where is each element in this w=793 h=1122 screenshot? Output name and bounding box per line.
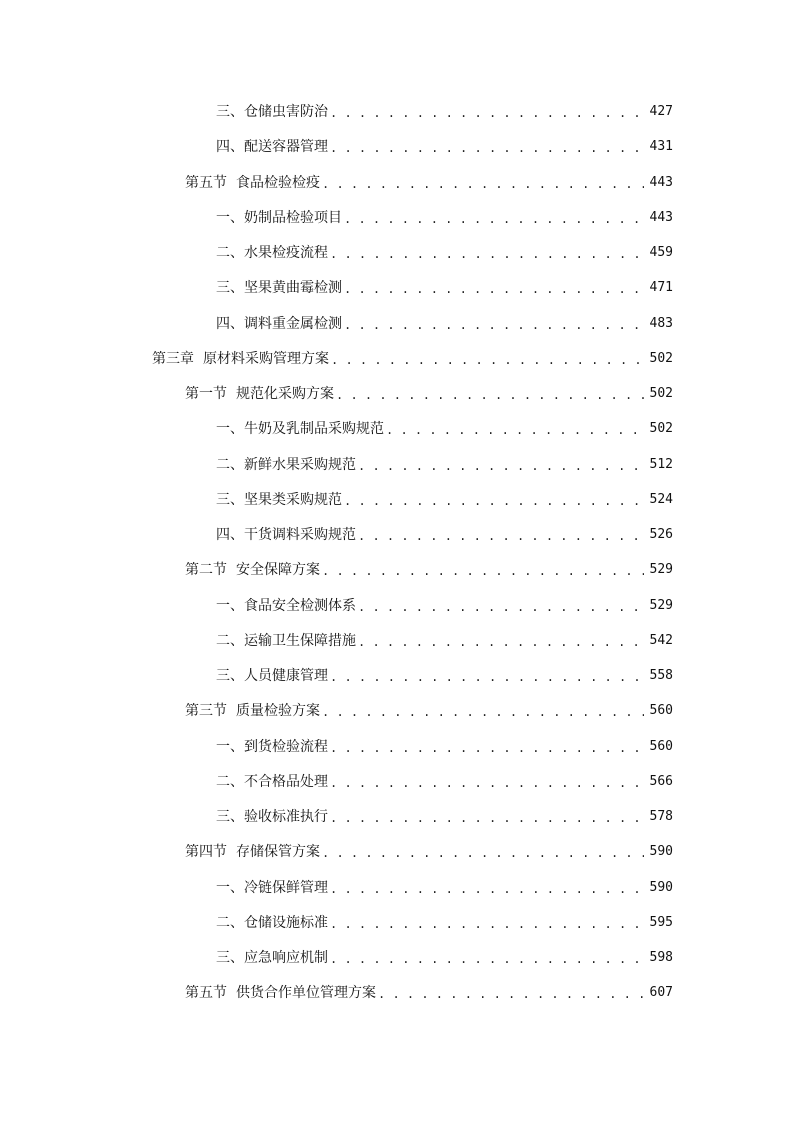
toc-entry-title: 配送容器管理	[244, 139, 328, 156]
table-of-contents	[0, 95, 793, 1012]
toc-entry-page-number: 595	[649, 914, 673, 930]
toc-entry-page-number: 502	[649, 421, 673, 437]
toc-entry-title: 调料重金属检测	[244, 315, 342, 332]
toc-entry-page-number: 459	[649, 245, 673, 260]
toc-entry-title: 原材料采购管理方案	[203, 350, 329, 367]
toc-entry-title: 存储保管方案	[236, 844, 320, 861]
toc-entry-number: 三、	[216, 668, 244, 684]
toc-dot-leader	[344, 280, 644, 298]
toc-entry[interactable]	[0, 483, 793, 518]
toc-dot-leader	[386, 421, 644, 439]
toc-entry[interactable]	[0, 906, 793, 941]
toc-entry-page-number: 558	[649, 668, 673, 683]
toc-entry-line	[216, 631, 673, 651]
toc-entry-page-number: 524	[649, 491, 673, 507]
toc-dot-leader	[330, 809, 644, 827]
toc-entry-page-number: 443	[649, 174, 673, 190]
toc-entry-line	[216, 137, 673, 157]
toc-entry[interactable]	[0, 95, 793, 130]
toc-entry-title: 人员健康管理	[244, 668, 328, 684]
toc-entry-page-number: 483	[649, 315, 673, 331]
toc-entry-number: 第三章	[152, 350, 194, 367]
toc-entry-title: 仓储虫害防治	[244, 104, 328, 120]
toc-entry[interactable]	[0, 412, 793, 447]
toc-entry[interactable]	[0, 624, 793, 659]
toc-entry-title: 仓储设施标准	[244, 914, 328, 931]
toc-entry[interactable]	[0, 976, 793, 1011]
toc-entry-number: 第三节	[185, 703, 227, 720]
toc-entry-line	[216, 948, 673, 968]
toc-entry-line	[185, 983, 673, 1003]
toc-dot-leader	[330, 880, 644, 898]
toc-entry[interactable]	[0, 307, 793, 342]
toc-entry-line	[216, 596, 673, 616]
toc-entry[interactable]	[0, 448, 793, 483]
toc-entry[interactable]	[0, 553, 793, 588]
toc-entry-page-number: 590	[649, 844, 673, 860]
toc-entry-number: 二、	[216, 245, 244, 261]
toc-entry-title: 坚果类采购规范	[244, 491, 342, 508]
toc-entry-title: 食品安全检测体系	[244, 597, 356, 614]
toc-entry[interactable]	[0, 800, 793, 835]
toc-entry[interactable]	[0, 271, 793, 306]
toc-entry-title: 规范化采购方案	[236, 386, 334, 402]
toc-dot-leader	[330, 774, 644, 792]
toc-entry-number: 第五节	[185, 174, 227, 191]
toc-dot-leader	[322, 844, 644, 862]
toc-entry-number: 一、	[216, 879, 244, 896]
toc-entry[interactable]	[0, 342, 793, 377]
toc-dot-leader	[330, 668, 644, 686]
toc-entry[interactable]	[0, 871, 793, 906]
toc-entry[interactable]	[0, 941, 793, 976]
toc-entry-number: 四、	[216, 527, 244, 543]
toc-entry-line	[216, 807, 673, 827]
toc-dot-leader	[344, 316, 644, 334]
toc-entry-page-number: 560	[649, 703, 673, 719]
toc-entry-number: 四、	[216, 315, 244, 332]
toc-entry-line	[185, 560, 673, 580]
toc-dot-leader	[358, 598, 644, 616]
toc-entry-title: 食品检验检疫	[236, 174, 320, 191]
toc-entry-title: 应急响应机制	[244, 950, 328, 966]
toc-entry-number: 三、	[216, 280, 244, 297]
toc-entry-number: 三、	[216, 950, 244, 966]
toc-entry-line	[216, 772, 673, 792]
toc-entry-page-number: 598	[649, 950, 673, 965]
toc-entry-page-number: 529	[649, 597, 673, 613]
toc-dot-leader	[322, 175, 644, 193]
toc-entry-line	[185, 173, 673, 193]
toc-dot-leader	[344, 210, 644, 228]
toc-entry-number: 一、	[216, 738, 244, 755]
toc-entry-page-number: 529	[649, 562, 673, 578]
toc-entry-line	[216, 419, 673, 439]
toc-entry-title: 供货合作单位管理方案	[236, 985, 376, 1002]
toc-dot-leader	[330, 915, 644, 933]
toc-entry-page-number: 578	[649, 809, 673, 824]
toc-entry-page-number: 560	[649, 738, 673, 754]
toc-entry-page-number: 512	[649, 456, 673, 472]
toc-dot-leader	[331, 351, 644, 369]
toc-entry-title: 坚果黄曲霉检测	[244, 280, 342, 297]
toc-entry-line	[216, 278, 673, 298]
toc-dot-leader	[336, 386, 644, 404]
toc-entry-line	[216, 666, 673, 686]
toc-entry[interactable]	[0, 730, 793, 765]
toc-dot-leader	[322, 703, 644, 721]
toc-entry-line	[216, 208, 673, 228]
toc-entry[interactable]	[0, 589, 793, 624]
toc-entry[interactable]	[0, 130, 793, 165]
toc-entry-line	[216, 490, 673, 510]
toc-entry-number: 四、	[216, 139, 244, 156]
toc-entry-line	[216, 314, 673, 334]
toc-entry-line	[216, 737, 673, 757]
toc-dot-leader	[358, 633, 644, 651]
toc-entry-number: 二、	[216, 632, 244, 649]
toc-entry-number: 一、	[216, 209, 244, 226]
toc-entry-number: 二、	[216, 914, 244, 931]
toc-entry-title: 牛奶及乳制品采购规范	[244, 421, 384, 438]
toc-entry-title: 不合格品处理	[244, 773, 328, 790]
toc-entry[interactable]	[0, 765, 793, 800]
toc-entry-title: 干货调料采购规范	[244, 527, 356, 543]
toc-entry-number: 一、	[216, 421, 244, 438]
toc-entry-line	[216, 878, 673, 898]
toc-entry-title: 奶制品检验项目	[244, 209, 342, 226]
toc-entry-title: 冷链保鲜管理	[244, 879, 328, 896]
toc-entry-line	[216, 913, 673, 933]
toc-entry-number: 三、	[216, 491, 244, 508]
toc-entry-title: 质量检验方案	[236, 703, 320, 720]
toc-entry[interactable]	[0, 518, 793, 553]
toc-entry-page-number: 607	[649, 985, 673, 1001]
toc-dot-leader	[358, 527, 644, 545]
toc-entry-page-number: 526	[649, 527, 673, 542]
toc-entry-title: 新鲜水果采购规范	[244, 456, 356, 473]
toc-entry-page-number: 566	[649, 773, 673, 789]
toc-entry-line	[216, 525, 673, 545]
toc-entry-page-number: 471	[649, 280, 673, 296]
toc-entry-title: 运输卫生保障措施	[244, 632, 356, 649]
toc-entry-title: 水果检疫流程	[244, 245, 328, 261]
toc-entry-line	[185, 384, 673, 404]
toc-entry[interactable]	[0, 201, 793, 236]
toc-entry-number: 第四节	[185, 844, 227, 861]
toc-entry-number: 第五节	[185, 985, 227, 1002]
toc-dot-leader	[330, 245, 644, 263]
toc-entry-line	[185, 701, 673, 721]
toc-dot-leader	[344, 492, 644, 510]
toc-entry[interactable]	[0, 166, 793, 201]
toc-entry-page-number: 502	[649, 386, 673, 401]
toc-entry-number: 第一节	[185, 386, 227, 402]
toc-entry-line	[216, 102, 673, 122]
toc-entry-page-number: 431	[649, 139, 673, 155]
toc-entry[interactable]	[0, 835, 793, 870]
toc-entry[interactable]	[0, 694, 793, 729]
toc-entry-page-number: 542	[649, 632, 673, 648]
toc-entry[interactable]	[0, 659, 793, 694]
toc-dot-leader	[330, 950, 644, 968]
toc-entry-title: 到货检验流程	[244, 738, 328, 755]
toc-dot-leader	[330, 739, 644, 757]
toc-entry-number: 一、	[216, 597, 244, 614]
toc-entry-page-number: 502	[649, 350, 673, 366]
toc-entry-page-number: 427	[649, 104, 673, 119]
toc-dot-leader	[378, 985, 644, 1003]
toc-entry-number: 三、	[216, 104, 244, 120]
toc-dot-leader	[322, 562, 644, 580]
toc-entry-line	[185, 842, 673, 862]
toc-entry-number: 二、	[216, 456, 244, 473]
toc-entry-title: 验收标准执行	[244, 809, 328, 825]
toc-entry[interactable]	[0, 377, 793, 412]
toc-entry-title: 安全保障方案	[236, 562, 320, 579]
toc-entry-number: 二、	[216, 773, 244, 790]
toc-entry-line	[152, 349, 673, 369]
toc-dot-leader	[330, 104, 644, 122]
toc-dot-leader	[330, 139, 644, 157]
toc-entry-number: 第二节	[185, 562, 227, 579]
toc-entry[interactable]	[0, 236, 793, 271]
toc-entry-page-number: 443	[649, 209, 673, 225]
toc-entry-number: 三、	[216, 809, 244, 825]
toc-entry-page-number: 590	[649, 879, 673, 895]
toc-dot-leader	[358, 457, 644, 475]
toc-entry-line	[216, 243, 673, 263]
toc-entry-line	[216, 455, 673, 475]
